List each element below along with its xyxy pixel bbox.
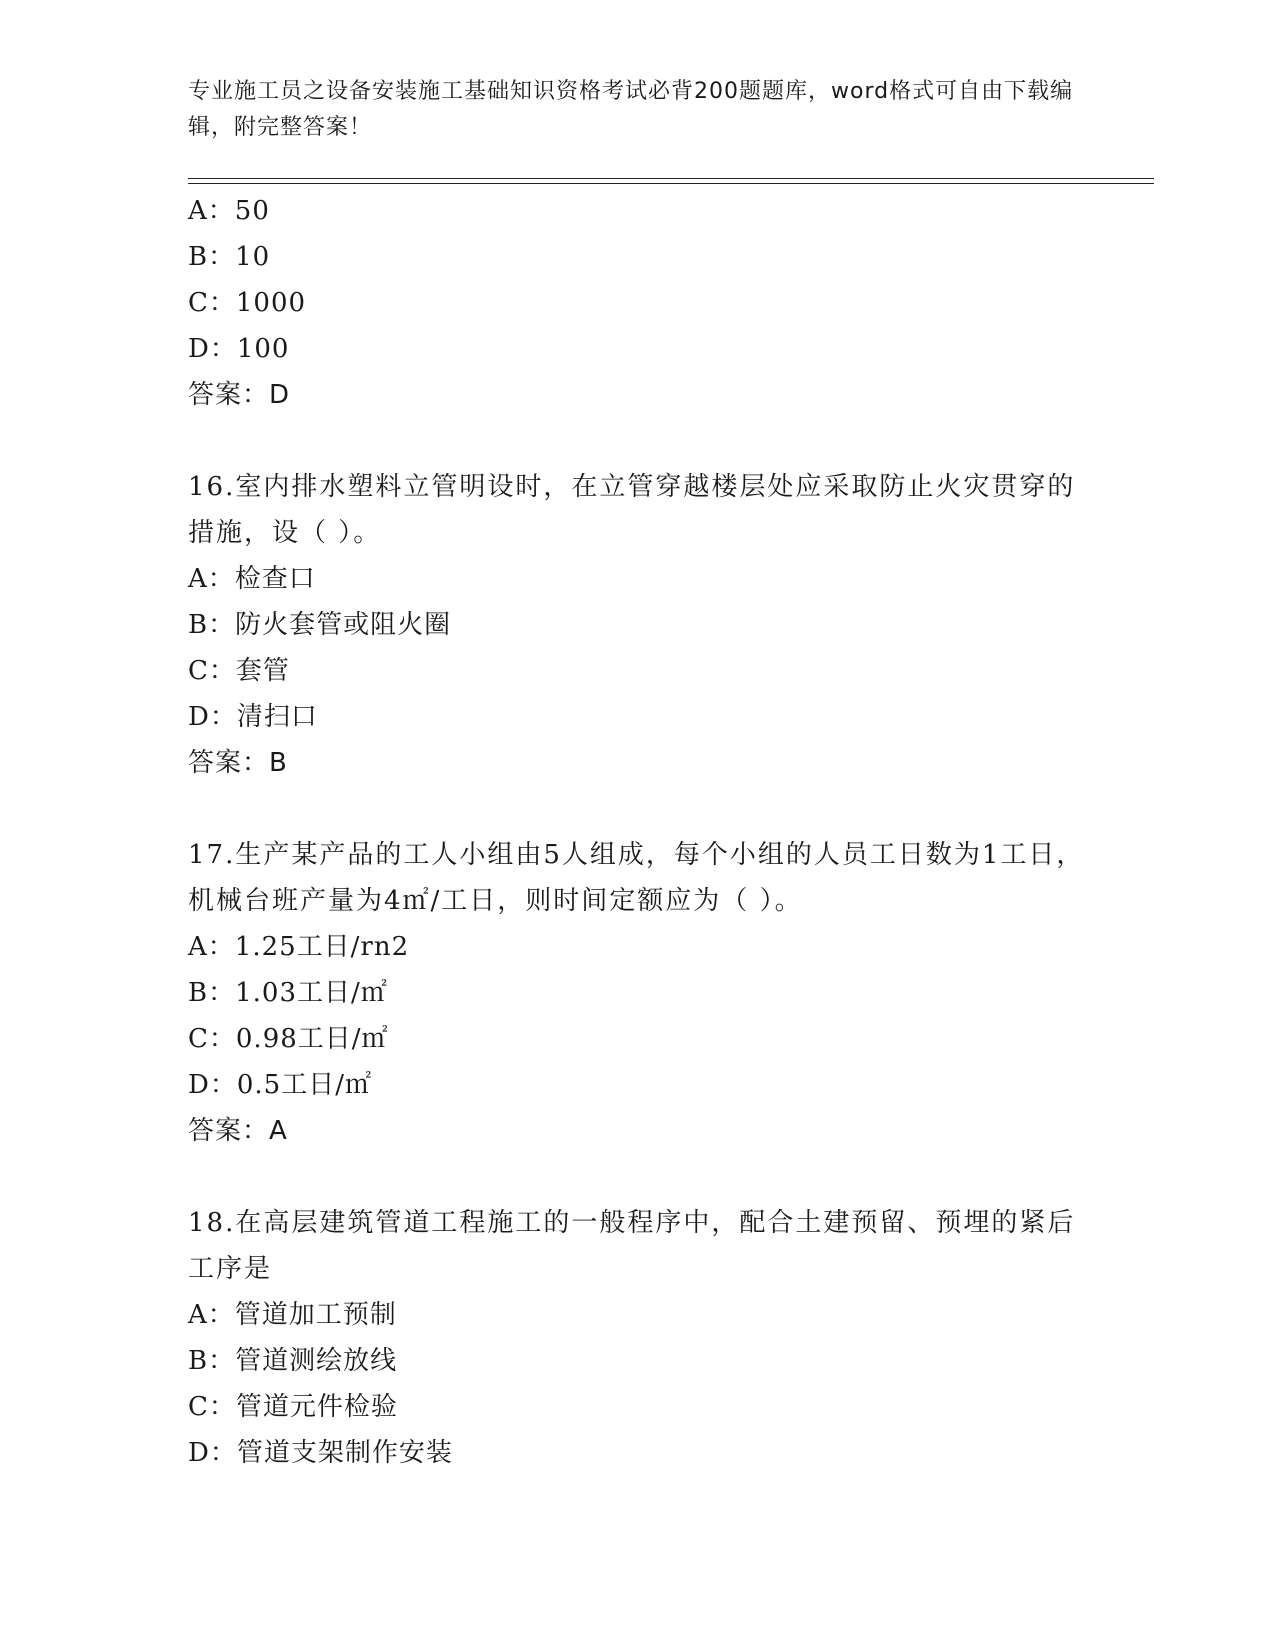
option-c: C：1000 bbox=[188, 288, 307, 318]
option-b: B：管道测绘放线 bbox=[188, 1346, 398, 1376]
option-a: A：检查口 bbox=[188, 564, 316, 594]
option-b: B：10 bbox=[188, 242, 271, 272]
question-text: 16.室内排水塑料立管明设时，在立管穿越楼层处应采取防止火灾贯穿的措施，设（ ）。 bbox=[188, 472, 1076, 548]
document-header: 专业施工员之设备安装施工基础知识资格考试必背200题题库，word格式可自由下载编辑，附完整答案！ bbox=[188, 79, 1074, 140]
answer: 答案：B bbox=[188, 748, 288, 778]
question-16 bbox=[188, 464, 1108, 786]
option-d: D：清扫口 bbox=[188, 702, 318, 732]
question-text: 18.在高层建筑管道工程施工的一般程序中，配合土建预留、预埋的紧后工序是 bbox=[188, 1208, 1076, 1284]
option-b: B：1.03工日/㎡ bbox=[188, 978, 388, 1008]
option-d: D：管道支架制作安装 bbox=[188, 1438, 453, 1468]
option-a: A：50 bbox=[188, 196, 270, 226]
question-15-continued bbox=[188, 188, 1108, 418]
option-c: C：套管 bbox=[188, 656, 290, 686]
option-d: D：100 bbox=[188, 334, 290, 364]
question-text: 17.生产某产品的工人小组由5人组成，每个小组的人员工日数为1工日，机械台班产量为4㎡/工日，则时间定额应为（ ）。 bbox=[188, 840, 1085, 916]
answer: 答案：A bbox=[188, 1116, 288, 1146]
answer: 答案：D bbox=[188, 380, 291, 410]
option-d: D：0.5工日/㎡ bbox=[188, 1070, 372, 1100]
option-c: C：管道元件检验 bbox=[188, 1392, 398, 1422]
question-list bbox=[188, 188, 1108, 1476]
question-17 bbox=[188, 832, 1108, 1154]
option-c: C：0.98工日/㎡ bbox=[188, 1024, 389, 1054]
question-18 bbox=[188, 1200, 1108, 1476]
header-rule-top bbox=[188, 178, 1154, 179]
header-rule-bottom bbox=[188, 183, 1154, 184]
option-b: B：防火套管或阻火圈 bbox=[188, 610, 452, 640]
option-a: A：管道加工预制 bbox=[188, 1300, 397, 1330]
option-a: A：1.25工日/rn2 bbox=[188, 932, 410, 962]
